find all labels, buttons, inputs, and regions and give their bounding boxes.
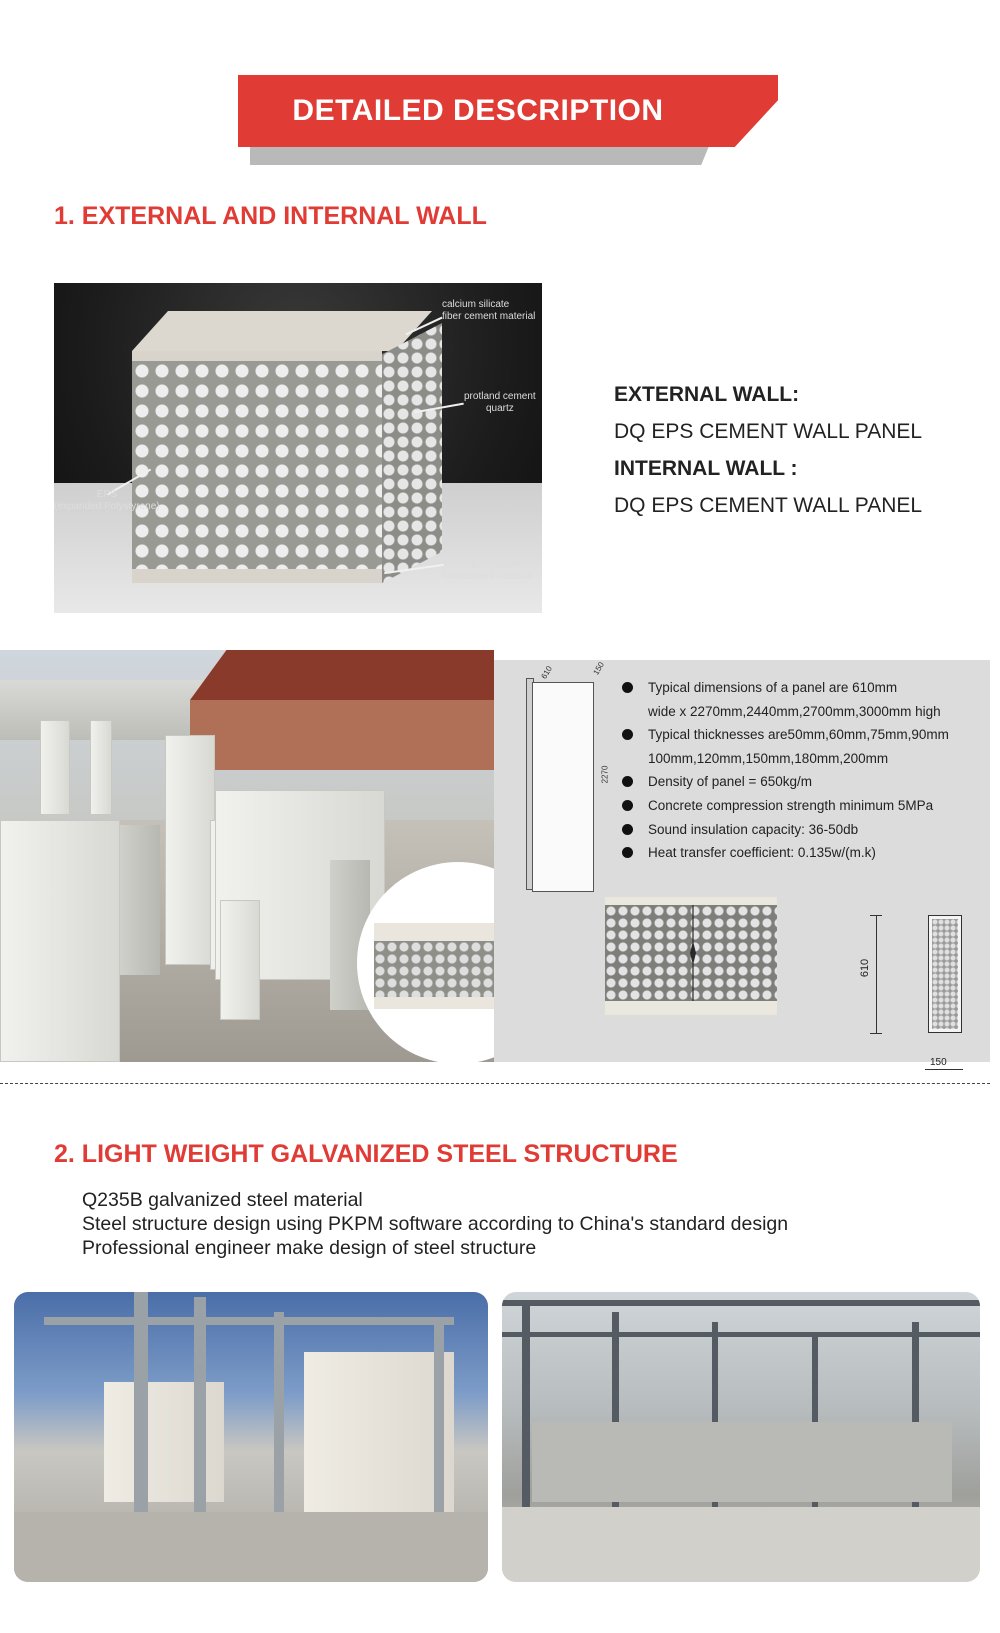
internal-wall-value: DQ EPS CEMENT WALL PANEL xyxy=(614,494,923,517)
steel-line: Professional engineer make design of steel structure xyxy=(82,1237,537,1259)
wall-panel xyxy=(0,820,120,1062)
steel-beam xyxy=(44,1317,454,1325)
photo-wall-block xyxy=(304,1352,454,1532)
external-wall-label: EXTERNAL WALL: xyxy=(614,383,800,406)
spec-item: Heat transfer coefficient: 0.135w/(m.k) xyxy=(620,841,990,865)
dim-tick xyxy=(870,1033,882,1034)
panel-height-dim: 2270 xyxy=(600,765,610,784)
dim-tick xyxy=(870,915,882,916)
section-height-label: 610 xyxy=(859,958,872,978)
steel-column xyxy=(434,1322,444,1522)
spec-list xyxy=(620,676,990,865)
cube-side-face xyxy=(382,323,442,583)
spec-item-cont: 100mm,120mm,150mm,180mm,200mm xyxy=(648,750,889,766)
internal-wall-label: INTERNAL WALL : xyxy=(614,457,798,480)
steel-line: Q235B galvanized steel material xyxy=(82,1189,363,1211)
photo-ground xyxy=(502,1507,980,1582)
steel-frame-photo-2 xyxy=(502,1292,980,1582)
steel-line: Steel structure design using PKPM software according to China's standard design xyxy=(82,1213,789,1235)
photo-roof xyxy=(190,650,494,700)
cube-label-bottom: calcium silicate fibercement material xyxy=(442,559,533,582)
roof-truss xyxy=(502,1300,980,1306)
wall-panel xyxy=(220,900,260,1020)
banner-title: DETAILED DESCRIPTION xyxy=(292,94,664,127)
section-dim-line xyxy=(876,915,877,1033)
section-title-walls: 1. EXTERNAL AND INTERNAL WALL xyxy=(54,202,487,230)
panel-thickness-dim: 150 xyxy=(591,660,606,677)
spec-item: Typical thicknesses are50mm,60mm,75mm,90mm xyxy=(620,723,990,747)
wall-types xyxy=(614,376,994,524)
cube-label-middle: protland cement quartz xyxy=(464,391,536,414)
wall-panel xyxy=(165,735,215,965)
panel-drawing xyxy=(532,682,594,892)
section-width-label: 150 xyxy=(930,1057,947,1068)
steel-column xyxy=(274,1312,284,1542)
wall-panel xyxy=(120,825,160,975)
wall-panel xyxy=(90,720,112,815)
photo-wall-panels xyxy=(532,1422,952,1502)
spec-item: Sound insulation capacity: 36-50db xyxy=(620,818,990,842)
wall-panel xyxy=(40,720,70,815)
steel-description xyxy=(82,1188,788,1260)
external-wall-value: DQ EPS CEMENT WALL PANEL xyxy=(614,420,923,443)
photo-building xyxy=(190,700,494,770)
section-title-steel: 2. LIGHT WEIGHT GALVANIZED STEEL STRUCTURE xyxy=(54,1140,678,1168)
spec-item: Typical dimensions of a panel are 610mm xyxy=(620,676,990,700)
steel-column xyxy=(522,1302,530,1542)
section-width-line xyxy=(925,1069,963,1070)
steel-frame-photo-1 xyxy=(14,1292,488,1582)
panel-section-core xyxy=(932,919,958,1029)
spec-item-cont: wide x 2270mm,2440mm,2700mm,3000mm high xyxy=(648,703,941,719)
spec-item: Density of panel = 650kg/m xyxy=(620,770,990,794)
photo-foundation xyxy=(14,1512,488,1582)
roof-truss xyxy=(502,1332,980,1337)
section-divider xyxy=(0,1083,990,1084)
photo-wall-block xyxy=(104,1382,224,1502)
cube-top-layer xyxy=(132,311,432,351)
spec-item: Concrete compression strength minimum 5MPa xyxy=(620,794,990,818)
panel-width-dim: 610 xyxy=(539,664,554,681)
cube-label-left: EPS (expanded Polystyrene) xyxy=(54,489,160,512)
cube-label-top: calcium silicate fiber cement material xyxy=(442,299,536,322)
cube-eps-core xyxy=(132,351,382,583)
eps-panel-cube-photo xyxy=(54,283,542,613)
